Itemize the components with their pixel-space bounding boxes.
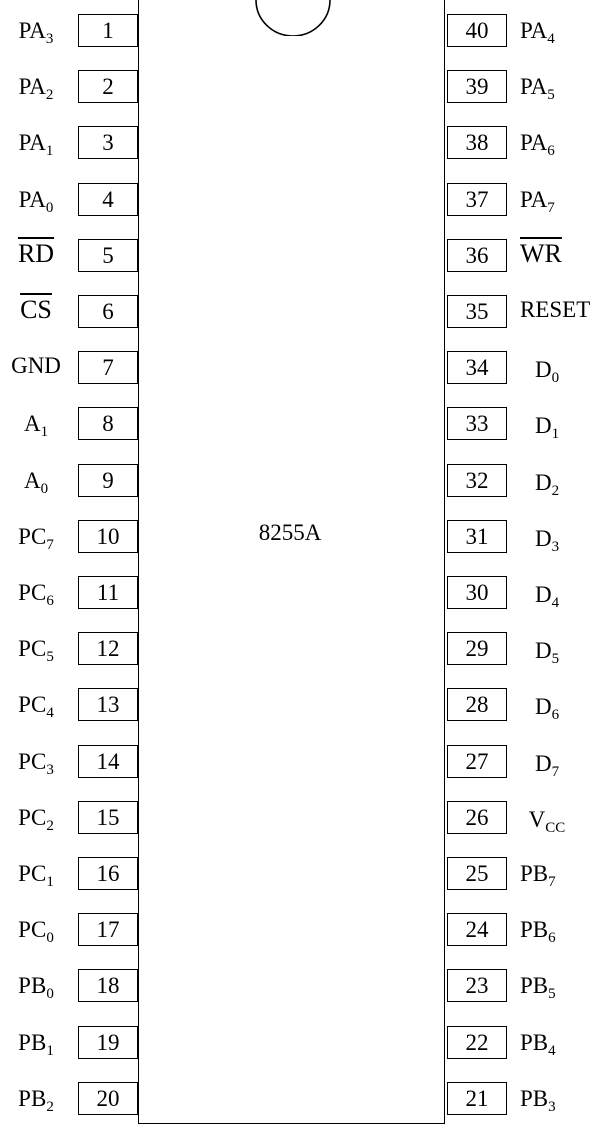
pin-signal-subscript: 7 [547,199,555,216]
pin-signal-subscript: 5 [46,649,54,666]
pin-label-39 [520,72,610,102]
pin-label-35 [520,295,610,325]
pin-signal-name: D [534,582,552,607]
pin-33-box: 33 [447,407,507,440]
pin-1-box: 1 [78,14,138,47]
pin-signal-name: PB [520,973,549,999]
pin-signal-name: PB [520,1029,549,1055]
pin-signal-subscript: 0 [551,370,560,387]
pin-label-21 [520,1084,610,1114]
pin-28-box: 28 [447,688,507,721]
pin-19-box: 19 [78,1026,138,1059]
pin-21-box: 21 [447,1082,507,1115]
pin-signal-subscript: 0 [45,199,54,216]
pin-label-19 [0,1028,72,1058]
pin-label-16 [0,859,72,889]
pin-signal-name: PB [18,1085,47,1111]
pin-signal-subscript: 6 [46,593,54,609]
pin-9-box: 9 [78,464,138,497]
pin-signal-name: PB [520,861,549,886]
pin-12-box: 12 [78,632,138,665]
pin-signal-name: A [23,467,41,493]
pin-18-box: 18 [78,969,138,1002]
chip-notch [255,0,331,36]
pin-label-32 [512,468,582,498]
pin-29-box: 29 [447,632,507,665]
pin-signal-subscript: 3 [548,1098,556,1115]
pin-signal-name: $\overline{RD}$ [17,238,55,268]
pin-label-18 [0,971,72,1001]
pin-signal-name: PA [520,18,548,43]
pin-signal-name: PA [18,74,46,100]
pin-3-box: 3 [78,126,138,159]
chip-name: 8255A [258,520,322,545]
pin-38-box: 38 [447,126,507,159]
pin-signal-name: PB [520,1085,549,1111]
pin-label-2 [0,72,72,102]
pin-signal-name: PA [520,130,548,156]
pin-20-box: 20 [78,1082,138,1115]
pin-label-22 [520,1028,610,1058]
pin-label-13 [0,690,72,720]
pin-signal-subscript: 3 [551,538,560,555]
pin-label-15 [0,803,72,833]
pin-label-28 [512,692,582,722]
pin-signal-subscript: 5 [548,986,556,1003]
pin-signal-name: PC [18,917,47,943]
pin-label-40 [520,16,610,46]
pin-label-17 [0,915,72,945]
pin-signal-subscript: 1 [40,424,49,441]
pin-signal-name: PC [18,804,47,830]
pin-16-box: 16 [78,857,138,890]
pin-signal-name: PC [18,580,47,605]
pin-signal-subscript: 1 [46,874,54,890]
pin-label-29 [512,636,582,666]
pin-15-box: 15 [78,801,138,834]
pin-6-box: 6 [78,295,138,328]
pin-signal-subscript: 4 [548,1042,556,1059]
pin-14-box: 14 [78,745,138,778]
pin-signal-name: A [23,411,41,437]
pin-signal-subscript: 2 [46,1098,54,1115]
pin-10-box: 10 [78,520,138,553]
pin-label-3 [0,128,72,158]
pin-40-box: 40 [447,14,507,47]
pin-2-box: 2 [78,70,138,103]
pin-signal-name: D [534,750,552,776]
pin-signal-subscript: 7 [548,874,556,890]
pin-signal-name: PB [18,1029,47,1055]
pin-signal-subscript: 6 [548,930,556,947]
pin-36-box: 36 [447,239,507,272]
pin-11-box: 11 [78,576,138,609]
pin-22-box: 22 [447,1026,507,1059]
pin-23-box: 23 [447,969,507,1002]
pin-signal-name: D [534,525,552,551]
chip-body [138,0,445,1124]
pin-signal-subscript: 1 [46,1042,54,1059]
pin-signal-name: D [534,469,552,495]
pin-39-box: 39 [447,70,507,103]
pin-label-33 [512,411,582,441]
pin-signal-subscript: 3 [46,761,54,778]
pin-signal-subscript: 6 [551,707,560,724]
pin-label-9 [0,466,72,496]
pin-signal-subscript: 4 [551,595,560,611]
pin-label-25 [520,859,610,889]
pin-signal-subscript: 5 [551,651,560,668]
pin-signal-name: D [534,357,552,383]
pin-34-box: 34 [447,351,507,384]
pin-label-12 [0,634,72,664]
pin-signal-name: PC [18,861,47,886]
pin-signal-name: PC [18,523,47,549]
pin-signal-subscript: 2 [46,817,54,834]
pin-signal-name: PB [18,973,47,999]
pin-label-4 [0,185,72,215]
pin-signal-name: D [534,413,552,439]
pin-label-30 [512,580,582,610]
pin-label-1 [0,16,72,46]
pin-signal-name: GND [11,353,61,379]
pin-label-37 [520,185,610,215]
pin-8-box: 8 [78,407,138,440]
pin-signal-name: PA [520,186,548,212]
pin-24-box: 24 [447,913,507,946]
pin-label-5 [0,239,72,270]
pin-25-box: 25 [447,857,507,890]
pin-signal-name: D [534,638,552,664]
pin-26-box: 26 [447,801,507,834]
pin-label-8 [0,409,72,439]
pin-signal-name: PC [18,748,47,774]
pin-label-20 [0,1084,72,1114]
pin-signal-name: PC [18,692,47,718]
pin-signal-subscript: 2 [551,482,560,499]
pin-27-box: 27 [447,745,507,778]
pin-signal-subscript: 0 [40,480,49,497]
pin-signal-name: PA [18,18,46,43]
pin-label-14 [0,747,72,777]
pin-signal-subscript: 4 [547,31,555,47]
pin-label-10 [0,522,72,552]
pin-signal-subscript: 0 [46,986,54,1003]
pin-signal-name: PA [520,74,548,100]
pin-4-box: 4 [78,183,138,216]
pin-signal-subscript: CC [545,819,566,836]
pin-signal-name: V [528,806,546,832]
pin-signal-name: PC [18,636,47,662]
pin-signal-name: D [534,694,552,720]
pin-signal-name: PB [520,917,549,943]
pin-32-box: 32 [447,464,507,497]
pin-signal-subscript: 7 [551,763,560,780]
pin-31-box: 31 [447,520,507,553]
pin-signal-subscript: 0 [46,930,54,947]
pin-signal-name: PA [18,186,46,212]
pin-label-36 [520,239,610,270]
pin-signal-subscript: 5 [547,87,555,104]
pin-7-box: 7 [78,351,138,384]
pin-label-24 [520,915,610,945]
pin-signal-subscript: 3 [45,31,54,47]
pin-30-box: 30 [447,576,507,609]
pin-label-38 [520,128,610,158]
pin-label-7 [0,351,72,381]
pin-label-31 [512,524,582,554]
pin-label-26 [512,805,582,835]
pin-5-box: 5 [78,239,138,272]
pin-signal-subscript: 1 [551,426,560,443]
pin-signal-name: $\overline{CS}$ [20,295,52,324]
pin-17-box: 17 [78,913,138,946]
pin-35-box: 35 [447,295,507,328]
pin-signal-name: $\overline{WR}$ [520,238,562,268]
pin-label-34 [512,355,582,385]
pin-label-11 [0,578,72,608]
pin-label-6 [0,295,72,326]
pin-signal-subscript: 7 [46,536,54,553]
pin-signal-name: PA [18,130,46,156]
pin-13-box: 13 [78,688,138,721]
pin-signal-name: RESET [520,297,591,322]
pin-signal-subscript: 6 [547,143,555,160]
pin-signal-subscript: 4 [46,705,54,722]
pin-signal-subscript: 2 [45,87,54,104]
pin-37-box: 37 [447,183,507,216]
pin-label-23 [520,971,610,1001]
pin-label-27 [512,749,582,779]
pin-signal-subscript: 1 [45,143,54,160]
